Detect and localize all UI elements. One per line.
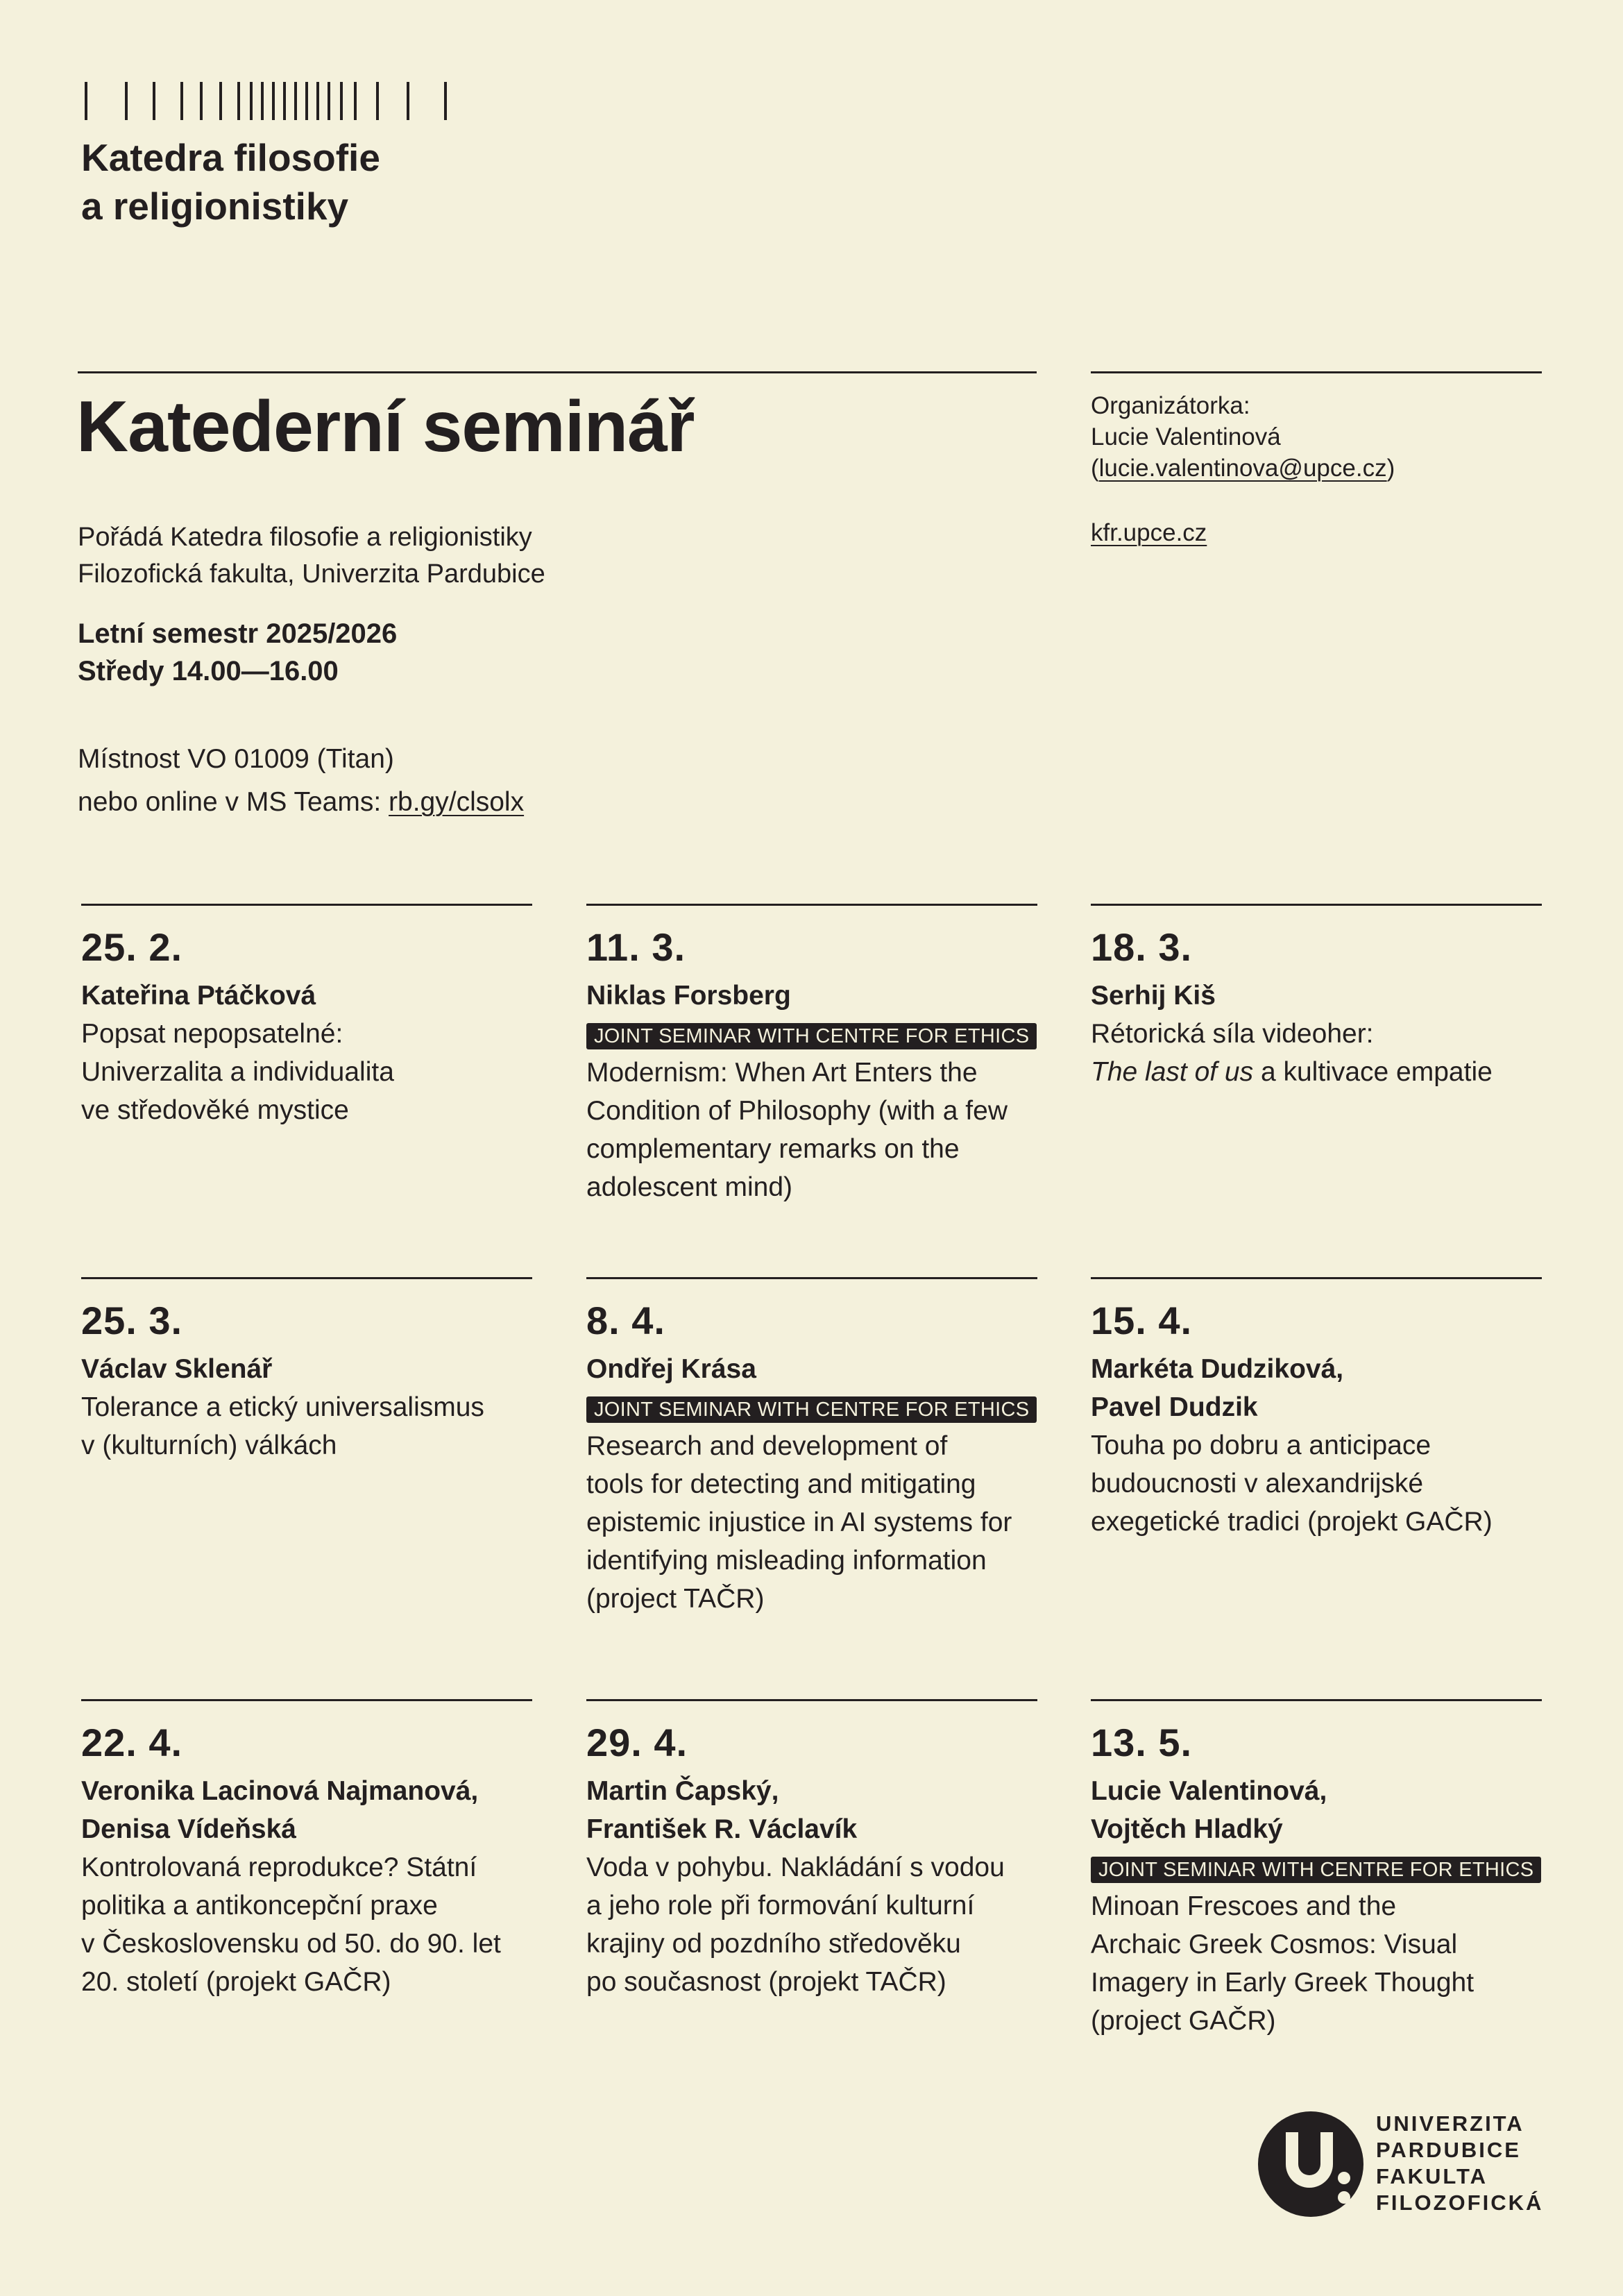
seminar-speaker: Pavel Dudzik <box>1091 1392 1258 1422</box>
department-name-line-1: Katedra filosofie <box>81 136 380 179</box>
seminar-talk-line: Condition of Philosophy (with a few <box>586 1096 1008 1126</box>
semester-info <box>78 615 397 690</box>
organizer-label: Organizátorka: <box>1091 392 1250 419</box>
seminar-talk-line <box>1091 1053 1542 1091</box>
department-name-line-2: a religionistiky <box>81 185 349 228</box>
organizer-email-line <box>1091 453 1395 484</box>
seminar-talk-line: politika a antikoncepční praxe <box>81 1891 438 1921</box>
barcode-bar <box>316 82 319 120</box>
teams-link[interactable]: rb.gy/clsolx <box>389 787 525 817</box>
seminar-body <box>81 1350 532 1464</box>
seminar-speaker: Lucie Valentinová, <box>1091 1776 1327 1806</box>
seminar-speaker: Niklas Forsberg <box>586 981 791 1011</box>
organizer-name: Lucie Valentinová <box>1091 423 1281 450</box>
barcode-bar <box>305 82 308 120</box>
seminar-talk-line: epistemic injustice in AI systems for <box>586 1508 1012 1537</box>
seminar-date: 11. 3. <box>586 925 686 969</box>
online-label: nebo online v MS Teams: <box>78 787 389 817</box>
joint-seminar-badge: JOINT SEMINAR WITH CENTRE FOR ETHICS <box>1091 1857 1541 1883</box>
joint-seminar-badge: JOINT SEMINAR WITH CENTRE FOR ETHICS <box>586 1396 1037 1423</box>
seminar-date: 15. 4. <box>1091 1299 1193 1342</box>
seminar-talk-line: ve středověké mystice <box>81 1095 349 1125</box>
seminar-talk-line: po současnost (projekt TAČR) <box>586 1967 946 1997</box>
logo-line-3: FAKULTA <box>1376 2164 1488 2188</box>
seminar-talk-line: identifying misleading information <box>586 1546 987 1576</box>
seminar-body <box>1091 1772 1542 2040</box>
seminar-talk-line: Research and development of <box>586 1431 948 1461</box>
university-logo-text <box>1376 2111 1543 2216</box>
seminar-rule <box>1091 904 1542 906</box>
seminar-talk-line: Imagery in Early Greek Thought <box>1091 1968 1475 1998</box>
seminar-talk-line: exegetické tradici (projekt GAČR) <box>1091 1507 1493 1537</box>
seminar-speaker: Ondřej Krása <box>586 1354 756 1384</box>
seminar-body <box>586 1350 1037 1618</box>
title-rule <box>78 371 1037 373</box>
seminar-body <box>586 1772 1037 2001</box>
barcode-bar <box>180 82 183 120</box>
seminar-date: 18. 3. <box>1091 925 1193 969</box>
seminar-talk-line: Touha po dobru a anticipace <box>1091 1430 1431 1460</box>
seminar-talk-tail: a kultivace empatie <box>1253 1057 1493 1087</box>
seminar-rule <box>1091 1699 1542 1701</box>
seminar-date: 8. 4. <box>586 1299 665 1342</box>
seminar-talk-line: complementary remarks on the <box>586 1134 960 1164</box>
seminar-talk-line: v (kulturních) válkách <box>81 1430 337 1460</box>
barcode-bar <box>407 82 409 120</box>
room-info <box>78 738 524 824</box>
barcode-bar <box>340 82 343 120</box>
university-logo-icon <box>1258 2111 1363 2217</box>
semester-name: Letní semestr 2025/2026 <box>78 618 398 649</box>
seminar-talk-line: Kontrolovaná reprodukce? Státní <box>81 1852 477 1882</box>
seminar-talk-line: (project GAČR) <box>1091 2006 1276 2036</box>
seminar-speaker: Martin Čapský, <box>586 1776 779 1806</box>
email-open-paren: ( <box>1091 455 1099 482</box>
seminar-talk-line: Popsat nepopsatelné: <box>81 1019 343 1049</box>
seminar-talk-line: Minoan Frescoes and the <box>1091 1891 1397 1921</box>
seminar-speaker: Serhij Kiš <box>1091 981 1216 1011</box>
seminar-rule <box>586 1277 1037 1279</box>
organizer-rule <box>1091 371 1542 373</box>
seminar-talk-italic: The last of us <box>1091 1057 1254 1087</box>
seminar-talk-line: Archaic Greek Cosmos: Visual <box>1091 1930 1458 1959</box>
logo-line-4: FILOZOFICKÁ <box>1376 2191 1544 2215</box>
barcode-bar <box>283 82 286 120</box>
barcode-bar <box>294 82 297 120</box>
seminar-date: 29. 4. <box>586 1721 688 1764</box>
seminar-rule <box>586 1699 1037 1701</box>
barcode-bar <box>219 82 222 120</box>
seminar-date: 22. 4. <box>81 1721 183 1764</box>
seminar-body <box>586 977 1037 1206</box>
room-name: Místnost VO 01009 (Titan) <box>78 744 394 774</box>
barcode-bar <box>444 82 447 120</box>
seminar-speaker: Veronika Lacinová Najmanová, <box>81 1776 479 1806</box>
seminar-body <box>1091 977 1542 1091</box>
seminar-rule <box>81 904 532 906</box>
seminar-talk-line: Modernism: When Art Enters the <box>586 1058 978 1088</box>
logo-line-1: UNIVERZITA <box>1376 2111 1524 2136</box>
seminar-talk-line: 20. století (projekt GAČR) <box>81 1967 391 1997</box>
logo-line-2: PARDUBICE <box>1376 2138 1521 2162</box>
seminar-talk-line: budoucnosti v alexandrijské <box>1091 1469 1424 1499</box>
seminar-talk-line: a jeho role při formování kulturní <box>586 1891 975 1921</box>
department-name <box>81 133 380 230</box>
barcode-bar <box>354 82 357 120</box>
barcode-bar <box>328 82 330 120</box>
seminar-speaker: Vojtěch Hladký <box>1091 1814 1283 1844</box>
seminar-body <box>1091 1350 1542 1541</box>
barcode-bar <box>250 82 253 120</box>
barcode-bar <box>153 82 155 120</box>
seminar-speaker: Kateřina Ptáčková <box>81 981 316 1011</box>
barcode-bar <box>261 82 264 120</box>
barcode-bar <box>376 82 379 120</box>
organizer-contact <box>1091 390 1395 484</box>
online-info <box>78 781 524 824</box>
barcode-bar <box>200 82 203 120</box>
barcode-bar <box>85 82 87 120</box>
seminar-body <box>81 1772 532 2001</box>
barcode-bar <box>237 82 240 120</box>
organizer-email-link[interactable]: lucie.valentinova@upce.cz <box>1098 455 1387 482</box>
seminar-rule <box>1091 1277 1542 1279</box>
seminar-speaker: Denisa Vídeňská <box>81 1814 296 1844</box>
seminar-date: 25. 2. <box>81 925 183 969</box>
barcode-bar <box>125 82 128 120</box>
seminar-rule <box>81 1699 532 1701</box>
website <box>1091 517 1207 548</box>
organizer-info <box>78 519 545 593</box>
barcode-ornament <box>83 82 451 120</box>
website-link[interactable]: kfr.upce.cz <box>1091 519 1207 546</box>
seminar-rule <box>81 1277 532 1279</box>
joint-seminar-badge: JOINT SEMINAR WITH CENTRE FOR ETHICS <box>586 1023 1037 1049</box>
organizer-info-line-2: Filozofická fakulta, Univerzita Pardubice <box>78 559 545 589</box>
seminar-talk-line: (project TAČR) <box>586 1584 765 1614</box>
seminar-date: 25. 3. <box>81 1299 183 1342</box>
page-title: Katederní seminář <box>76 387 695 467</box>
seminar-talk-line: v Československu od 50. do 90. let <box>81 1929 501 1959</box>
seminar-date: 13. 5. <box>1091 1721 1193 1764</box>
seminar-talk-line: Univerzalita a individualita <box>81 1057 394 1087</box>
seminar-rule <box>586 904 1037 906</box>
seminar-body <box>81 977 532 1129</box>
barcode-bar <box>272 82 275 120</box>
email-close-paren: ) <box>1386 455 1395 482</box>
seminar-talk-line: Rétorická síla videoher: <box>1091 1019 1374 1049</box>
seminar-talk-line: tools for detecting and mitigating <box>586 1469 976 1499</box>
seminar-talk-line: Voda v pohybu. Nakládání s vodou <box>586 1852 1005 1882</box>
seminar-speaker: Václav Sklenář <box>81 1354 273 1384</box>
organizer-info-line-1: Pořádá Katedra filosofie a religionistiky <box>78 523 532 552</box>
seminar-talk-line: adolescent mind) <box>586 1172 792 1202</box>
seminar-speaker: František R. Václavík <box>586 1814 858 1844</box>
seminar-talk-line: Tolerance a etický universalismus <box>81 1392 484 1422</box>
seminar-talk-line: krajiny od pozdního středověku <box>586 1929 961 1959</box>
seminar-speaker: Markéta Dudziková, <box>1091 1354 1344 1384</box>
semester-time: Středy 14.00—16.00 <box>78 656 339 686</box>
